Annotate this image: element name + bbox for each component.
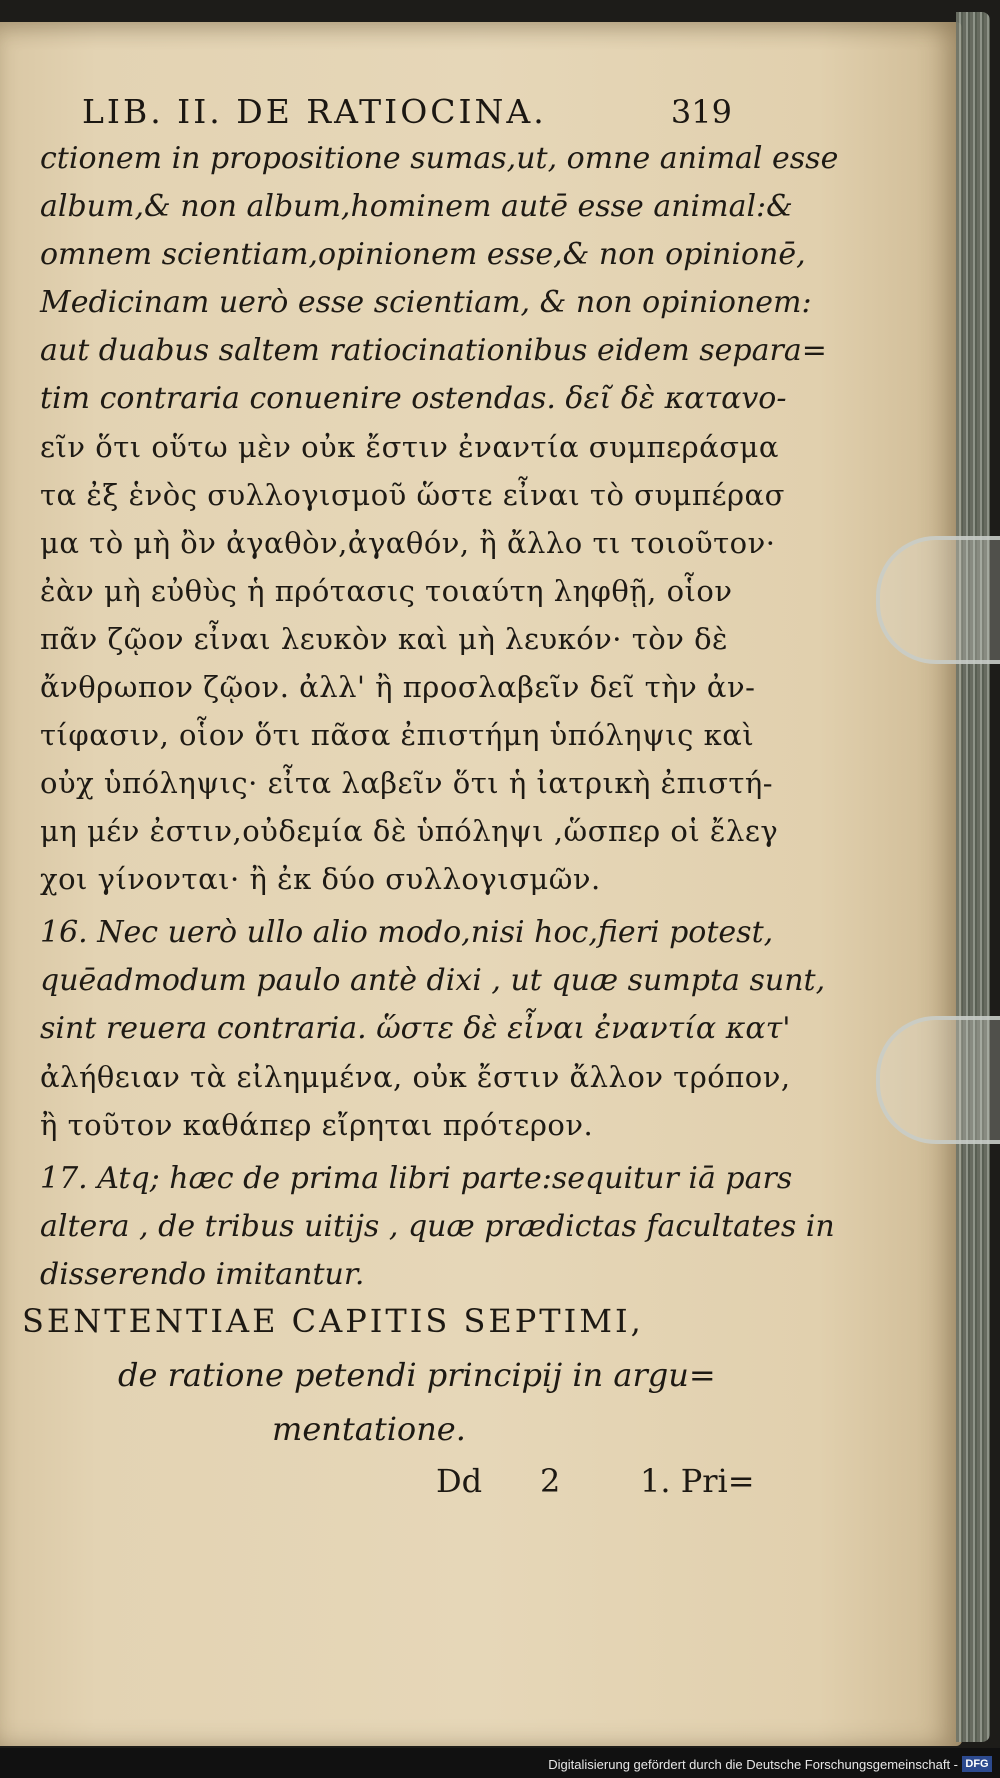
page-edges — [956, 12, 990, 1742]
greek-line: πᾶν ζῷον εἶναι λευκὸν καὶ μὴ λευκόν· τὸν δὲ — [40, 622, 729, 656]
greek-line: μη μέν ἐστιν,οὐδεμία δὲ ὑπόληψι ,ὥσπερ οἱ ἔλεγ — [40, 814, 779, 848]
text-line: tim contraria conuenire ostendas. δεῖ δὲ καταvo- — [40, 381, 787, 416]
page-number: 319 — [670, 93, 732, 131]
greek-line: μα τὸ μὴ ὂν ἀγαθὸν,ἀγαθόν, ἢ ἄλλο τι τοιοῦτον· — [40, 526, 776, 560]
text-line: Medicinam uerò esse scientiam, & non opinionem: — [40, 285, 812, 320]
greek-line: οὐχ ὑπόληψις· εἶτα λαβεῖν ὅτι ἡ ἰατρικὴ ἐπιστή- — [40, 766, 774, 800]
text-line: disserendo imitantur. — [40, 1257, 365, 1292]
page-clip-top — [876, 536, 1000, 664]
text-line: aut duabus saltem ratiocinationibus eidem separa= — [40, 333, 827, 368]
greek-line: εῖν ὅτι οὕτω μὲν οὐκ ἔστιν ἐναντία συμπεράσμα — [40, 430, 779, 464]
signature-mark: Dd — [436, 1462, 483, 1500]
greek-line: ἄνθρωπον ζῷον. ἀλλ' ἢ προσλαβεῖν δεῖ τὴν ἀν- — [40, 670, 756, 704]
text-line: 16. Nec uerò ullo alio modo,nisi hoc,fieri potest, — [40, 915, 774, 950]
catchword: 1. Pri= — [640, 1462, 755, 1500]
greek-line: χοι γίνονται· ἢ ἐκ δύο συλλογισμῶν. — [40, 862, 601, 896]
section-heading-subtitle: de ratione petendi principij in argu= — [118, 1356, 716, 1394]
greek-line: τα ἐξ ἑνὸς συλλογισμοῦ ὥστε εἶναι τὸ συμπέρασ — [40, 478, 785, 512]
text-line: quēadmodum paulo antè dixi , ut quæ sumpta sunt, — [40, 963, 826, 998]
text-line: sint reuera contraria. ὥστε δὲ εἶναι ἐναντία κατ' — [40, 1011, 791, 1046]
running-title: LIB. II. DE RATIOCINA. — [82, 92, 547, 131]
text-line: omnem scientiam,opinionem esse,& non opinionē, — [40, 237, 806, 272]
digitization-note: Digitalisierung gefördert durch die Deutsche Forschungsgemeinschaft - — [548, 1757, 958, 1772]
greek-line: ἀλήθειαν τὰ εἰλημμένα, οὐκ ἔστιν ἄλλον τρόπον, — [40, 1060, 791, 1094]
signature-number: 2 — [540, 1462, 561, 1500]
section-heading-subtitle-end: mentatione. — [272, 1410, 466, 1448]
greek-line: ἐὰν μὴ εὐθὺς ἡ πρότασις τοιαύτη ληφθῇ, οἷον — [40, 574, 733, 608]
page-clip-bottom — [876, 1016, 1000, 1144]
digitization-footer — [0, 1748, 1000, 1778]
section-heading: SENTENTIAE CAPITIS SEPTIMI, — [22, 1302, 644, 1340]
text-line: ctionem in propositione sumas,ut, omne animal esse — [40, 141, 839, 176]
greek-line: τίφασιν, οἷον ὅτι πᾶσα ἐπιστήμη ὑπόληψις καὶ — [40, 718, 755, 752]
running-header — [82, 92, 732, 140]
text-line: altera , de tribus uitijs , quæ prædictas facultates in — [40, 1209, 835, 1244]
text-line: album,& non album,hominem autē esse animal:& — [40, 189, 793, 224]
text-line: 17. Atq; hæc de prima libri parte:sequitur iā pars — [40, 1161, 793, 1196]
dfg-logo-icon: DFG — [962, 1756, 992, 1772]
greek-line: ἢ τοῦτον καθάπερ εἴρηται πρότερον. — [40, 1108, 594, 1142]
